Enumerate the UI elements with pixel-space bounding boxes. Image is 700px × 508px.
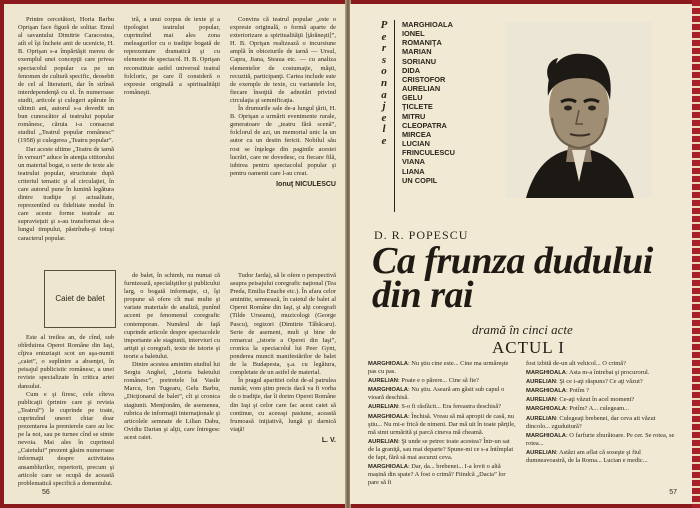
dialogue-line [368, 438, 516, 462]
cast-member: UN COPIL [402, 175, 438, 185]
dialogue-line [526, 387, 676, 395]
dialogue-line [368, 386, 516, 402]
speaker-name: AURELIAN [526, 449, 556, 456]
speech-text: : Dar, da... brebenei... I-a lovit o altă mașină din spate? A fost o crimă? Fiindcă „Dacia” lor pare să fi [368, 463, 506, 487]
dialogue-line [368, 463, 516, 487]
speaker-name: MARGHIOALA [526, 432, 566, 439]
vertical-label-letter: e [381, 30, 387, 43]
paragraph: Este al treilea an, de cînd, sub obîrduirea Operei Române din Iaşi, cîţiva entuziaşti scot un aşa-numit „caiet”, o suplinire a absenţei, în peisajul publicistic românesc, a unei reviste specializate în critica artei dansului. [18, 334, 114, 390]
dialogue-line [368, 360, 516, 376]
paragraph: Dintre acestea amintim studiul lui Sergiu Anghel, „Istoria baletului românesc”, portretele lui Vasile Marcu, Ion Tugearu, Gelu Barbu, „Dicţionarul de balet”, cît şi cronica stagiunii. Menţionăm, de asemenea, rubrica de informaţii internaţionale şi articolele semnate de Lilian Dabu, Ovidiu Darian şi alţii, care întregesc acest caiet. [124, 361, 220, 441]
author-name: D. R. POPESCU [374, 228, 469, 242]
speaker-name: AURELIAN [368, 438, 398, 445]
cast-member: MARGHIOALA [402, 20, 453, 29]
speech-text: : Şi unde se petrec toate acestea? Într-un sat de la graniţă, sau mai departe? Spune-mi ce s-a întîmplat de fapt, fără să mai ascunzi ceva. [368, 437, 514, 462]
left-column-2b [124, 272, 220, 442]
left-column-2 [124, 16, 220, 97]
dialogue-column-right [526, 360, 676, 466]
speech-text: : Închisă. Vreau să mă apropii de casă, nu ştiu... Nu mi-e frică de nimeni. Dar mă uit în toate părţile, mă simt urmărită şi parcă cineva mă cheamă. [368, 412, 516, 436]
dialogue-line [526, 369, 676, 377]
play-subtitle: dramă în cinci acte [472, 322, 573, 337]
left-page [4, 4, 347, 504]
cast-member: LIANA [402, 166, 425, 176]
speaker-name: MARGHIOALA [368, 387, 408, 394]
speech-text: : Culegeaţi brebenei, dar ceva ati văzut dincolo... zguduitură? [526, 414, 656, 430]
author-portrait [506, 22, 652, 198]
vertical-label-letter: s [381, 53, 387, 66]
paragraph: În drumurile sale de-a lungul ţării, H. B. Oprişan a urmărit evenimente rurale, generatoare de „teatru fără scenă”, folclorul de azi, un memorial unic la un autor cu un destin fericit. Nobilul său rost se înţelege din paginile acestei lucrări, care ne dovedesc, cu fiecare filă, iubirea pentru spectacolul popular şi pentru oamenii care l-au creat. [230, 105, 336, 177]
dialogue-line [526, 360, 676, 368]
vertical-label-letter: P [380, 19, 388, 31]
speech-text: : Ce-aţi văzut în acel moment? [555, 396, 635, 404]
paragraph: Convins că teatrul popular „este o expresie originală, o formă aparte de exteriorizare a spiritualităţii [ţărăneşti]”, H. B. Oprişan realizează o incursiune amplă în obiceiurile de iarnă — Ursul, Capra, Jiana, Steaua etc. — cu analiza elementelor de costumaţie, măşti, recuzită, participanţi. Cartea include sute de exemple de texte, cu variantele lor, fiecare însoţită de adnotări privind circulaţia şi semnificaţia. [230, 16, 336, 104]
cast-member: DIDA [402, 65, 421, 75]
dialogue-line [526, 405, 676, 413]
vertical-label-letter: e [381, 111, 387, 124]
section-box-label [44, 270, 116, 328]
speech-text: : Potîm? A... culegeam... [565, 405, 629, 413]
speaker-name: MARGHIOALA [368, 464, 408, 471]
left-column-3 [230, 16, 336, 189]
divider [394, 20, 395, 212]
speech-text: : S-o fi răsfăcit... Era fereastra deschisă? [397, 403, 502, 411]
cast-member: MITRU [402, 111, 426, 121]
dialogue-line [526, 415, 676, 431]
box-label-text: Caiet de balet [55, 294, 105, 303]
page-number: 57 [669, 489, 677, 496]
vertical-label-letter: n [380, 76, 388, 89]
vertical-label-letter: l [382, 123, 386, 136]
page-edge-tabs [692, 0, 700, 508]
speaker-name: MARGHIOALA [526, 388, 566, 395]
cast-list [402, 20, 455, 185]
right-page [350, 4, 693, 504]
cast-member: CRISTOFOR [402, 74, 446, 84]
paragraph: Printre cercetători, Horia Barbu Oprişan face figură de solitar. Emul al savantului Dimitrie Caracostea, atît el îşi încheie anii de ucenicie, H. B. Oprişan s-a împărtăşit mereu de exemplul unei concepţii care privea spectacolul popular ca pe un fenomen de cultură specific, deosebit de cel al literaturii, dar în strînsă interdependenţă cu el. În numeroase studii, articole şi culegeri apărute în ultimii ani, autorul s-a dovedit un bun cunoscător al teatrului popular românesc, căruia i-a consacrat studiul „Teatrul popular românesc” (1958) şi culegerea „Teatru popular”. [18, 16, 114, 145]
speech-text: : Poate e o părere... Cine să fie? [397, 377, 479, 385]
speech-text: : Potîm ? [565, 387, 590, 395]
speaker-name: MARGHIOALA [368, 413, 408, 420]
left-column-1 [18, 16, 114, 243]
dialogue-line [368, 403, 516, 411]
left-column-3b [230, 272, 336, 445]
dialogue-line [368, 413, 516, 437]
dialogue-line [526, 432, 676, 448]
vertical-label-letter: a [381, 88, 387, 101]
paragraph: de balet, în schimb, nu numai că furnizează, specialiştilor şi publicului larg, o bogată informaţie, ci, îşi propune să ofere cît mai multe şi variate materiale de analiză, punînd accent pe fenomenul coregrafic contemporan. Numărul de faţă cuprinde articole despre spectacolele importante ale stagiunii, interviuri cu artişti şi coregrafi, texte de istorie şi teorie a baletului. [124, 272, 220, 360]
paragraph: În pragul aparitiei celui de-al patrulea număr, vom ştim precis dacă va fi vorba de o tradiţie, dar îi dorim Operei Române din Iaşi şi celor care fac acest caiet să continue, cu aceeaşi pasiune, această frumoasă iniţiativă, lungă şi darnică viaţă! [230, 377, 336, 433]
speech-text: fost izbită de-un alt vehicol... O crimă? [526, 360, 626, 367]
speaker-name: AURELIAN [368, 404, 398, 411]
speech-text: : Şi ce i-aţi răspuns? Ce aţi văzut? [555, 378, 643, 386]
page-number: 56 [42, 489, 50, 496]
dialogue-line [526, 378, 676, 386]
cast-member: VIANA [402, 157, 425, 167]
cast-member: LUCIAN [402, 139, 430, 149]
cast-member: FRINCULESCU [402, 148, 455, 158]
cast-member: AURELIAN [402, 84, 441, 94]
paragraph: Cum e şi firesc, cele cîteva publicaţii (printre care şi revista „Teatrul”) le cuprinde pe toate, cuprinzînd uneori chiar doar prezentarea la premierele care au loc pe la noi, sau pe turnee cînd se simte nevoia. Mai ales în cuprinsul „Caietului” prezent găsim numeroase informaţii despre activitatea ansamblurilor, repertorii, precum şi articole care se ocupă de această problematică specifică a domeniului. [18, 390, 114, 487]
speaker-name: MARGHIOALA [526, 370, 566, 377]
cast-member: MARIAN [402, 47, 432, 57]
dialogue-line [526, 396, 676, 404]
speech-text: : O farfurie zburătoare. Pe cer. Se rotea, se rotea... [526, 431, 675, 447]
dialogue-line [526, 449, 676, 465]
left-column-1b [18, 334, 114, 488]
vertical-label [378, 20, 390, 148]
dialogue-column-left [368, 360, 516, 488]
cast-member: IONEL [402, 29, 425, 39]
article-signature: L. V. [321, 436, 336, 444]
speaker-name: MARGHIOALA [526, 406, 566, 413]
speaker-name: AURELIAN [526, 415, 556, 422]
speaker-name: AURELIAN [526, 379, 556, 386]
speech-text: : Asta m-a întrebat şi procurorul. [565, 369, 650, 377]
speaker-name: AURELIAN [368, 378, 398, 385]
speaker-name: MARGHIOALA [368, 361, 408, 367]
speech-text: : Nu ştiu cine este... Cine ma urmăreşte pas cu pas. [368, 360, 509, 376]
vertical-label-letter: o [381, 65, 387, 78]
dialogue-line [368, 377, 516, 385]
vertical-label-letter: e [381, 134, 387, 147]
act-heading: ACTUL I [492, 338, 565, 357]
paragraph: Dar aceste ultime „Teatru de iarnă în versuri” aduce în atenţia cititorului un material bogat, o serie de texte ale teatrului popular, structurate după criteriul tematic şi al circulaţiei, în care autorul pune în lumină legătura dintre tradiţie şi actualitate, reprezentînd cu fidelitate modul în care aceste forme teatrale au supravieţuit şi s-au transformat de-a lungul timpului, păstrîndu-şi totuşi caracterul popular. [18, 145, 114, 242]
article-signature: Ionuţ NICULESCU [276, 180, 336, 188]
speaker-name: AURELIAN [526, 397, 556, 404]
cast-member: CLEOPATRA [402, 120, 447, 130]
paragraph: Tudor Jarda), să le ofere o perspectivă asupra peisajului coregrafic naţional (Tea Preda, Emilia Enache etc.). În afara celor amintite, semnează, în caietul de balet al Operei Române din Iaşi, şi alţi coregrafi (Tilde Urseanu), muzicologi (George Pascu), regizori (Dimitrie Tăbăcaru). Serie de asemeni, mult şi bine de remarcat „istorie a Operei din Iaşi”, cronica la spectacolul lui Peer Gynt, ponderea muncii manifestărilor de balet de la Budapesta, ş.a. cu legătura, completate de un astfel de material. [230, 272, 336, 377]
cast-member: ROMANIŢA [402, 38, 442, 48]
cast-member: MIRCEA [402, 129, 432, 139]
vertical-label-letter: j [382, 100, 386, 113]
portrait-image [506, 22, 652, 198]
speech-text: : Nu ştiu. Aseară am găsit sub capul o vioară deschisă. [368, 386, 505, 402]
cast-member: SORIANU [402, 56, 437, 66]
vertical-label-letter: r [381, 42, 387, 55]
paragraph: tră, a unui corpus de texte şi a tipologiei teatrului popular, cuprinzînd mai ales zona meleagurilor cu o tradiţie bogată de reprezentare dramatică şi cu elemente de spectacol. H. B. Oprişan reconstituie astfel universul teatral folcloric, pe care îl consideră o expresie originală a spiritualităţii româneşti. [124, 16, 220, 96]
cast-member: GELU [402, 93, 423, 103]
speech-text: : Astăzi am aflat că soseşte şi fiul dumneavoastră, de la Roma... Lucian e medic... [526, 448, 648, 465]
play-title: Ca frunza dudului din rai [372, 240, 653, 316]
cast-member: ŢICLETE [402, 102, 433, 112]
